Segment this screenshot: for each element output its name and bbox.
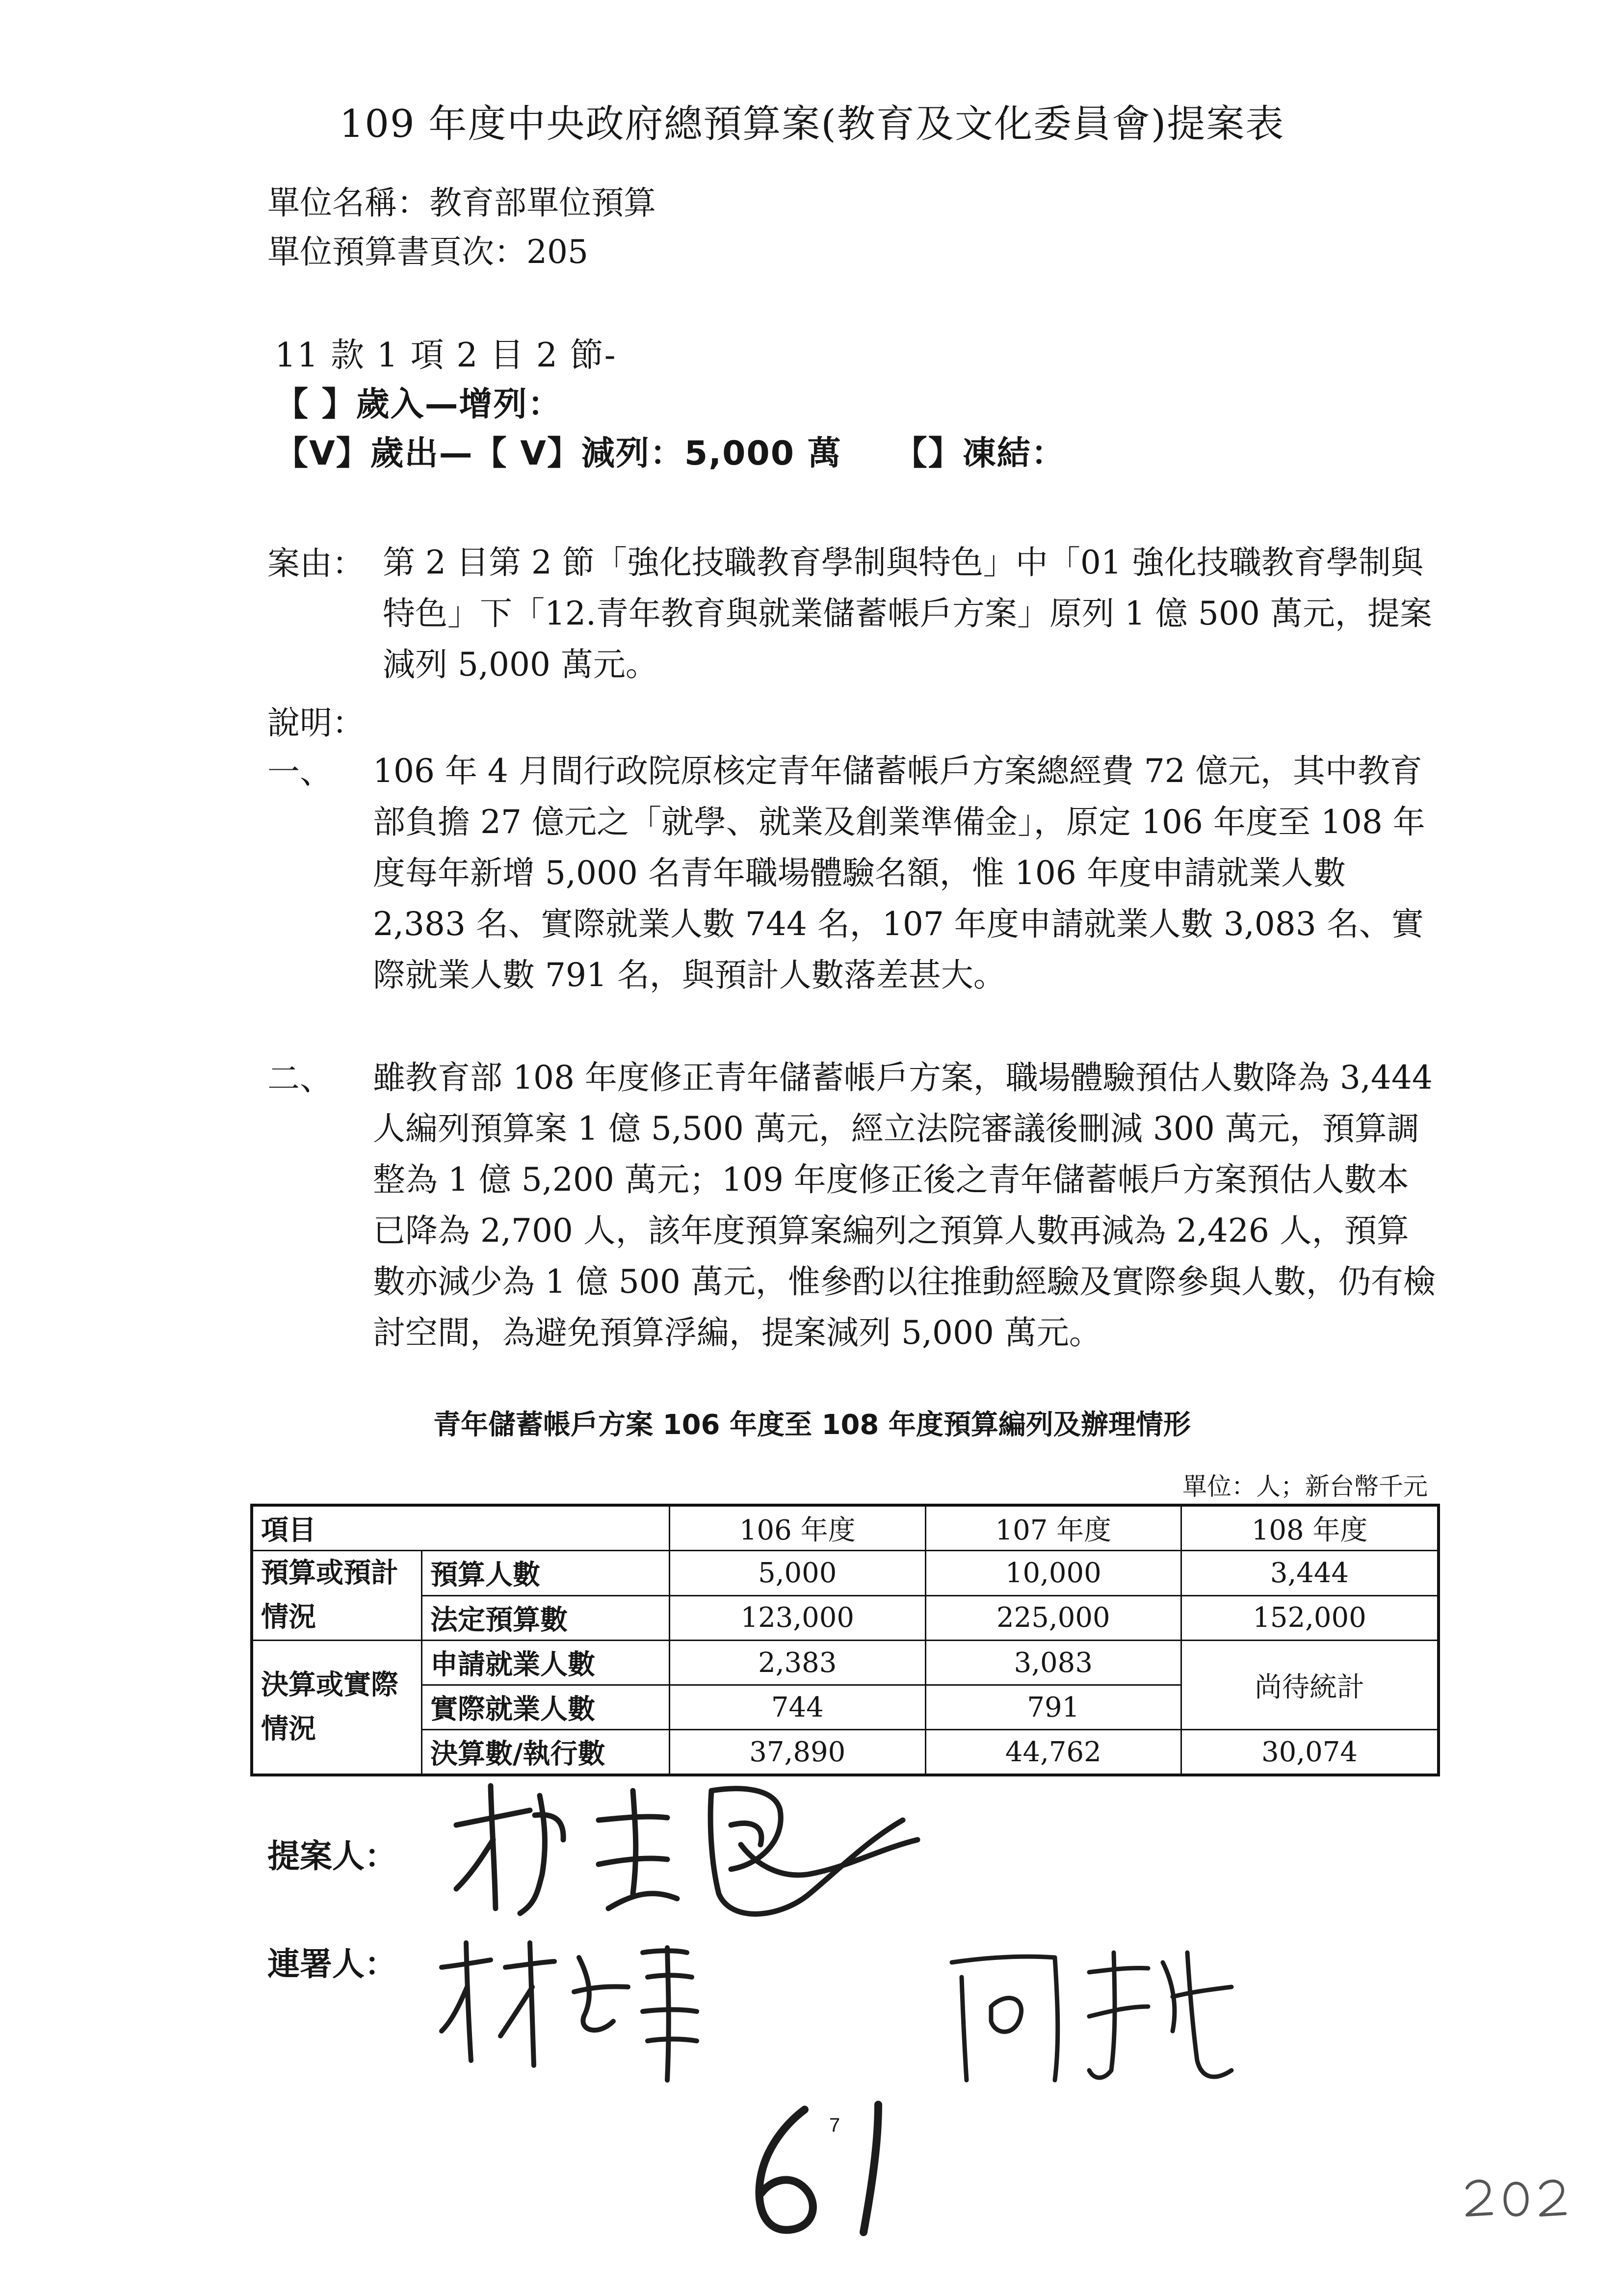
cell: 30,074 <box>1181 1730 1439 1775</box>
description-item-text: 雖教育部 108 年度修正青年儲蓄帳戶方案，職場體驗預估人數降為 3,444 人編列預算案 1 億 5,500 萬元，經立法院審議後刪減 300 萬元，預算調整為 1 億 5,200 萬元；109 年度修正後之青年儲蓄帳戶方案預估人數本已降為 2,700 人，該年度預算案編列之預算人數再減為 2,426 人，預算數亦減少為 1 億 500 萬元，惟參酌以往推動經驗及實際參與人數，仍有檢討空間，為避免預算浮編，提案減列 5,000 萬元。 <box>373 1059 1436 1352</box>
cell: 152,000 <box>1181 1595 1439 1641</box>
reason-label: 案由： <box>267 545 365 582</box>
row-label: 法定預算數 <box>422 1595 670 1641</box>
cosigner-signature <box>432 1923 707 2090</box>
row-label: 預算人數 <box>422 1551 670 1596</box>
group-label: 決算或實際情況 <box>252 1641 422 1775</box>
table-row <box>252 1551 1439 1596</box>
cell: 791 <box>925 1685 1181 1730</box>
pending-cell: 尚待統計 <box>1181 1641 1439 1730</box>
table-header-row <box>252 1505 1439 1551</box>
header-item: 項目 <box>252 1505 670 1551</box>
cell: 123,000 <box>670 1595 926 1641</box>
description-item-number: 一、 <box>267 753 332 791</box>
corner-number <box>1462 2168 1570 2222</box>
cosigner-signature <box>942 1933 1246 2100</box>
cell: 3,083 <box>925 1641 1181 1685</box>
row-label: 決算數/執行數 <box>422 1730 670 1775</box>
cell: 5,000 <box>670 1551 926 1596</box>
section-line: 11 款 1 項 2 目 2 節- <box>275 336 617 375</box>
description-label: 說明： <box>267 704 365 742</box>
cell: 44,762 <box>925 1730 1181 1775</box>
proposer-label: 提案人： <box>267 1837 397 1875</box>
unit-name: 單位名稱：教育部單位預算 <box>267 184 656 222</box>
page-title: 109 年度中央政府總預算案(教育及文化委員會)提案表 <box>339 102 1285 146</box>
table-row <box>252 1595 1439 1641</box>
cell: 744 <box>670 1685 926 1730</box>
page-number: 7 <box>829 2114 840 2136</box>
handwritten-number <box>731 2090 927 2247</box>
cell: 10,000 <box>925 1551 1181 1596</box>
budget-page-number: 單位預算書頁次：205 <box>267 233 588 271</box>
table-row <box>252 1641 1439 1685</box>
header-107: 107 年度 <box>925 1505 1181 1551</box>
header-106: 106 年度 <box>670 1505 926 1551</box>
budget-table <box>250 1504 1440 1776</box>
header-108: 108 年度 <box>1181 1505 1439 1551</box>
cosigner-label: 連署人： <box>267 1945 397 1983</box>
table-title: 青年儲蓄帳戶方案 106 年度至 108 年度預算編列及辦理情形 <box>433 1409 1191 1441</box>
proposer-signature <box>437 1747 976 1953</box>
table-unit: 單位：人；新台幣千元 <box>1182 1472 1428 1501</box>
row-label: 申請就業人數 <box>422 1641 670 1685</box>
cell: 2,383 <box>670 1641 926 1685</box>
row-label: 實際就業人數 <box>422 1685 670 1730</box>
cell: 37,890 <box>670 1730 926 1775</box>
cell: 3,444 <box>1181 1551 1439 1596</box>
revenue-line: 【 】歲入—增列： <box>275 385 562 424</box>
group-label: 預算或預計情況 <box>252 1551 422 1641</box>
expenditure-line: 【V】歲出—【 V】減列：5,000 萬 【】凍結： <box>275 434 1066 473</box>
cell: 225,000 <box>925 1595 1181 1641</box>
description-item-text: 106 年 4 月間行政院原核定青年儲蓄帳戶方案總經費 72 億元，其中教育部負擔 27 億元之「就學、就業及創業準備金」，原定 106 年度至 108 年度每年新增 5,000 名青年職場體驗名額，惟 106 年度申請就業人數 2,383 名、實際就業人數 744 名，107 年度申請就業人數 3,083 名、實際就業人數 791 名，與預計人數落差甚大。 <box>373 752 1425 994</box>
reason-text: 第 2 目第 2 節「強化技職教育學制與特色」中「01 強化技職教育學制與特色」下「12.青年教育與就業儲蓄帳戶方案」原列 1 億 500 萬元，提案減列 5,000 萬元。 <box>383 544 1432 683</box>
description-item-number: 二、 <box>267 1060 332 1097</box>
